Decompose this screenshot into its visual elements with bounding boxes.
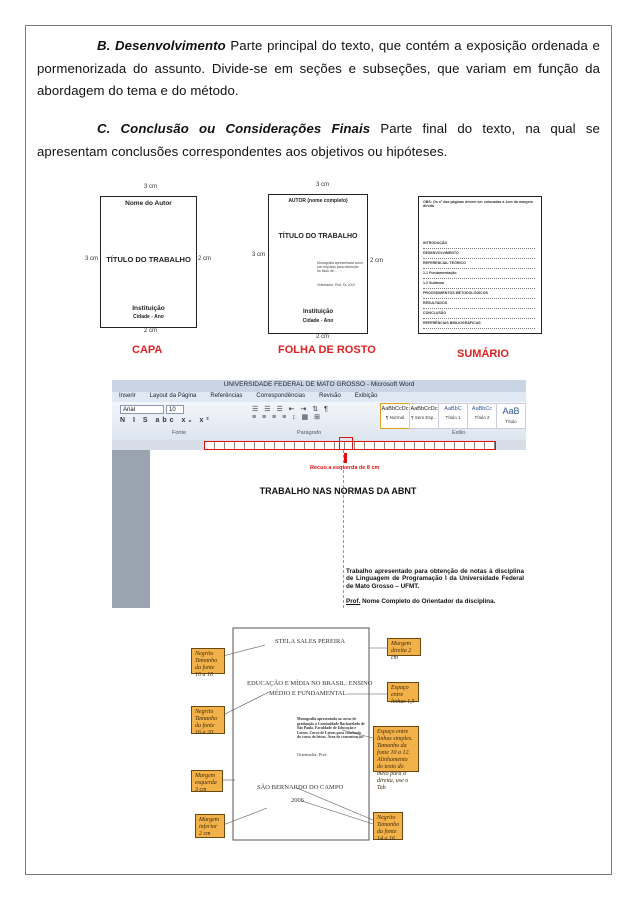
note-simple-spacing: Espaço entre linhas simples. Tamanho da fonte 10 a 12. Alinhamento do texto do meio para a direita, use o Tab: [373, 726, 419, 772]
note-left-margin: Margem esquerda 3 cm: [191, 770, 223, 792]
rosto-title: TÍTULO DO TRABALHO: [278, 233, 358, 240]
rosto-bottom-margin: 2 cm: [316, 334, 330, 340]
sumario-line: CONCLUSÃO: [423, 309, 535, 319]
style-label: ¶ Normal: [385, 415, 405, 420]
sumario-line: 1.2 Subtema: [423, 279, 535, 289]
font-name-select[interactable]: Arial: [120, 405, 164, 414]
text-conclusao: Parte final do texto, na qual se apresentam conclusões correspondentes aos objetivos ou hipóteses.: [37, 121, 600, 159]
sketch-monografia: Monografia apresentada ao curso de graduação a Comunidade Bacharelado de São Paulo. Faculdade de Educação e Letras. Curso de Letras para conclusão do curso de letras. Área de concentração:: [297, 717, 365, 740]
style-label: Título: [505, 419, 517, 424]
ruler-bar: [112, 440, 526, 450]
style-item[interactable]: [409, 403, 439, 429]
style-preview: AaBbC: [444, 406, 462, 412]
group-fonte: Fonte: [172, 430, 187, 436]
styles-gallery: [380, 403, 526, 429]
rosto-left-margin: 3 cm: [252, 252, 266, 258]
style-item[interactable]: [438, 403, 468, 429]
ribbon-tab[interactable]: Layout da Página: [149, 393, 197, 399]
sumario-line: DESENVOLVIMENTO: [423, 249, 535, 259]
doc-prof: [346, 598, 495, 605]
style-label: ¶ Sem Esp...: [411, 415, 437, 420]
capa-title: TÍTULO DO TRABALHO: [106, 255, 191, 264]
capa-institution: Instituição: [132, 305, 165, 312]
sumario-line: 1.1 Fundamentação: [423, 269, 535, 279]
ribbon-tab[interactable]: Revisão: [319, 393, 341, 399]
sketch-year: 2006: [291, 797, 304, 804]
ribbon-tab[interactable]: Exibição: [354, 393, 378, 399]
paragraph-buttons[interactable]: ☰ ☰ ☰ ⇤ ⇥ ⇅ ¶ ≡ ≡ ≡ ≡ ↕ ▦ ⊞: [252, 406, 330, 421]
sketch-orientador: Orientador: Prof.: [297, 752, 328, 757]
capa-right-margin: 2 cm: [198, 256, 212, 262]
rosto-institution: Instituição: [302, 309, 333, 315]
capa-page: [100, 196, 197, 328]
ribbon-tabs: [112, 392, 526, 402]
word-titlebar: [112, 380, 526, 392]
font-size-select[interactable]: 10: [166, 405, 184, 414]
sumario-line: REFERENCIAL TEÓRICO: [423, 259, 535, 269]
capa-left-margin: 3 cm: [85, 256, 99, 262]
style-label: Título 1: [445, 415, 461, 420]
note-line-spacing: Espaço entre linhas 1,5: [387, 682, 419, 702]
paragraph-conclusao: [37, 118, 600, 163]
group-estilo: Estilo: [452, 430, 466, 436]
page-layout-illustration: [80, 180, 570, 370]
ribbon-tab[interactable]: Referências: [210, 393, 243, 399]
rosto-orientador: Orientador: Prof. Dr. XXX: [317, 283, 356, 287]
rosto-page: [268, 194, 368, 334]
capa-city: Cidade - Ano: [133, 314, 164, 320]
sumario-line: INTRODUÇÃO: [423, 239, 535, 249]
rosto-note: Monografia apresentada como pré-requisito para obtenção do título de...: [317, 261, 363, 273]
note-font-author: Negrito Tamanho da fonte 16 a 20: [191, 706, 225, 734]
ribbon: [112, 402, 526, 441]
style-item[interactable]: [496, 403, 526, 429]
sketch-author: STELA SALES PEREIRA: [275, 638, 346, 645]
capa-caption: CAPA: [132, 344, 163, 356]
group-paragrafo: Parágrafo: [297, 430, 322, 436]
rosto-right-margin: 2 cm: [370, 258, 384, 264]
rosto-caption: FOLHA DE ROSTO: [278, 344, 376, 356]
sumario-head: OBS: Os nº das páginas devem ser colocadas a 1cm da margem direita: [423, 200, 533, 209]
sketch-city: SÃO BERNARDO DO CAMPO: [257, 784, 344, 791]
ribbon-tab[interactable]: Inserir: [119, 393, 136, 399]
capa-top-margin: 3 cm: [144, 184, 158, 190]
text-desenvolvimento: Parte principal do texto, que contém a exposição ordenada e pormenorizada do assunto. Divide-se em seções e subseções, que variam em função da abordagem do tema e do método.: [37, 38, 600, 98]
heading-desenvolvimento: B. Desenvolvimento: [97, 38, 226, 53]
document-page: [150, 450, 526, 608]
style-preview: AaBbCcDc: [410, 406, 438, 412]
sumario-line: RESULTADOS: [423, 299, 535, 309]
ruler-note: Recuo a esquerda de 8 cm: [310, 465, 380, 471]
format-buttons[interactable]: N I S abc x₂ x²: [120, 417, 212, 424]
rosto-author: AUTOR (nome completo): [288, 198, 348, 204]
sumario-lines: [423, 239, 535, 329]
word-title: UNIVERSIDADE FEDERAL DE MATO GROSSO - Microsoft Word: [223, 381, 415, 388]
heading-conclusao: C. Conclusão ou Considerações Finais: [97, 121, 371, 136]
paragraph-desenvolvimento: [37, 35, 600, 103]
sketch-title-1: EDUCAÇÃO E MÍDIA NO BRASIL: ENSINO: [247, 680, 373, 687]
note-bottom-margin: Margem inferior 2 cm: [195, 814, 225, 838]
note-font-title: Negrito Tamanho da fonte 16 a 18: [191, 648, 225, 674]
style-preview: AaBbCc: [471, 406, 493, 412]
style-preview: AaBbCcDc: [381, 406, 409, 412]
indent-guide: [343, 450, 344, 608]
style-label: Título 2: [474, 415, 490, 420]
arrow-icon: [344, 453, 347, 463]
doc-prof-text: Nome Completo do Orientador da disciplina.: [360, 598, 496, 605]
ribbon-tab[interactable]: Correspondências: [256, 393, 306, 399]
style-preview: AaB: [502, 406, 520, 416]
capa-author: Nome do Autor: [125, 200, 172, 207]
sumario-line: PROCEDIMENTOS METODOLÓGICOS: [423, 289, 535, 299]
doc-title: TRABALHO NAS NORMAS DA ABNT: [259, 486, 417, 496]
sumario-line: REFERÊNCIAS BIBLIOGRÁFICAS: [423, 319, 535, 329]
rosto-top-margin: 3 cm: [316, 182, 330, 188]
rosto-city: Cidade - Ano: [302, 318, 334, 324]
note-right-margin: Margem direita 2 cm: [387, 638, 421, 656]
sumario-caption: SUMÁRIO: [457, 348, 509, 360]
abnt-cover-sketch: [187, 620, 452, 848]
doc-prof-label: Prof.: [346, 598, 361, 605]
sketch-title-2: MÉDIO E FUNDAMENTAL: [269, 690, 347, 697]
sumario-page: [418, 196, 542, 334]
style-item[interactable]: [380, 403, 410, 429]
doc-body: Trabalho apresentado para obtenção de notas à disciplina de Linguagem de Programação I da Universidade Federal de Mato Grosso – UFMT.: [346, 568, 524, 590]
style-item[interactable]: [467, 403, 497, 429]
capa-bottom-margin: 2 cm: [144, 328, 158, 334]
note-font-city: Negrito Tamanho da fonte 14 a 16: [373, 812, 403, 840]
word-screenshot: [112, 380, 526, 608]
